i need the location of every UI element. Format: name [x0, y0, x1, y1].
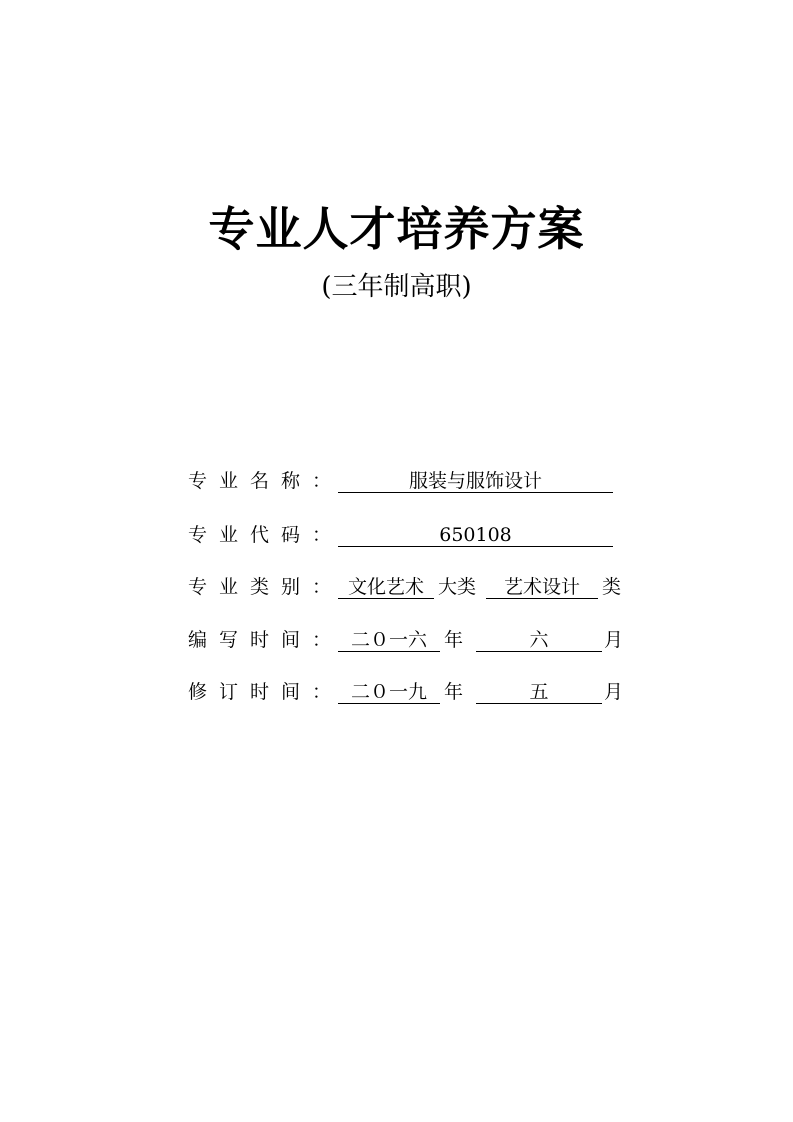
revise-time-month-unit: 月 [604, 681, 624, 703]
compile-time-month: 六 [476, 625, 602, 652]
major-name-value: 服装与服饰设计 [338, 466, 613, 493]
revise-time-label: 修订时间： [188, 681, 344, 703]
major-code-label: 专业代码： [188, 524, 344, 546]
revise-time-year: 二０一九 [338, 677, 440, 704]
major-category-value2: 艺术设计 [486, 572, 598, 599]
major-category-unit2: 类 [602, 576, 622, 598]
compile-time-label: 编写时间： [188, 629, 344, 651]
compile-time-year: 二０一六 [338, 625, 440, 652]
major-category-unit1: 大类 [438, 576, 477, 598]
compile-time-month-unit: 月 [604, 629, 624, 651]
revise-time-month: 五 [476, 677, 602, 704]
major-category-value1: 文化艺术 [338, 572, 434, 599]
compile-time-year-unit: 年 [444, 629, 464, 651]
revise-time-year-unit: 年 [444, 681, 464, 703]
document-title: 专业人才培养方案 [208, 202, 585, 256]
document-subtitle: (三年制高职) [321, 272, 472, 302]
major-category-label: 专业类别： [188, 576, 344, 598]
major-code-value: 650108 [338, 520, 613, 547]
major-name-label: 专业名称： [188, 470, 344, 492]
